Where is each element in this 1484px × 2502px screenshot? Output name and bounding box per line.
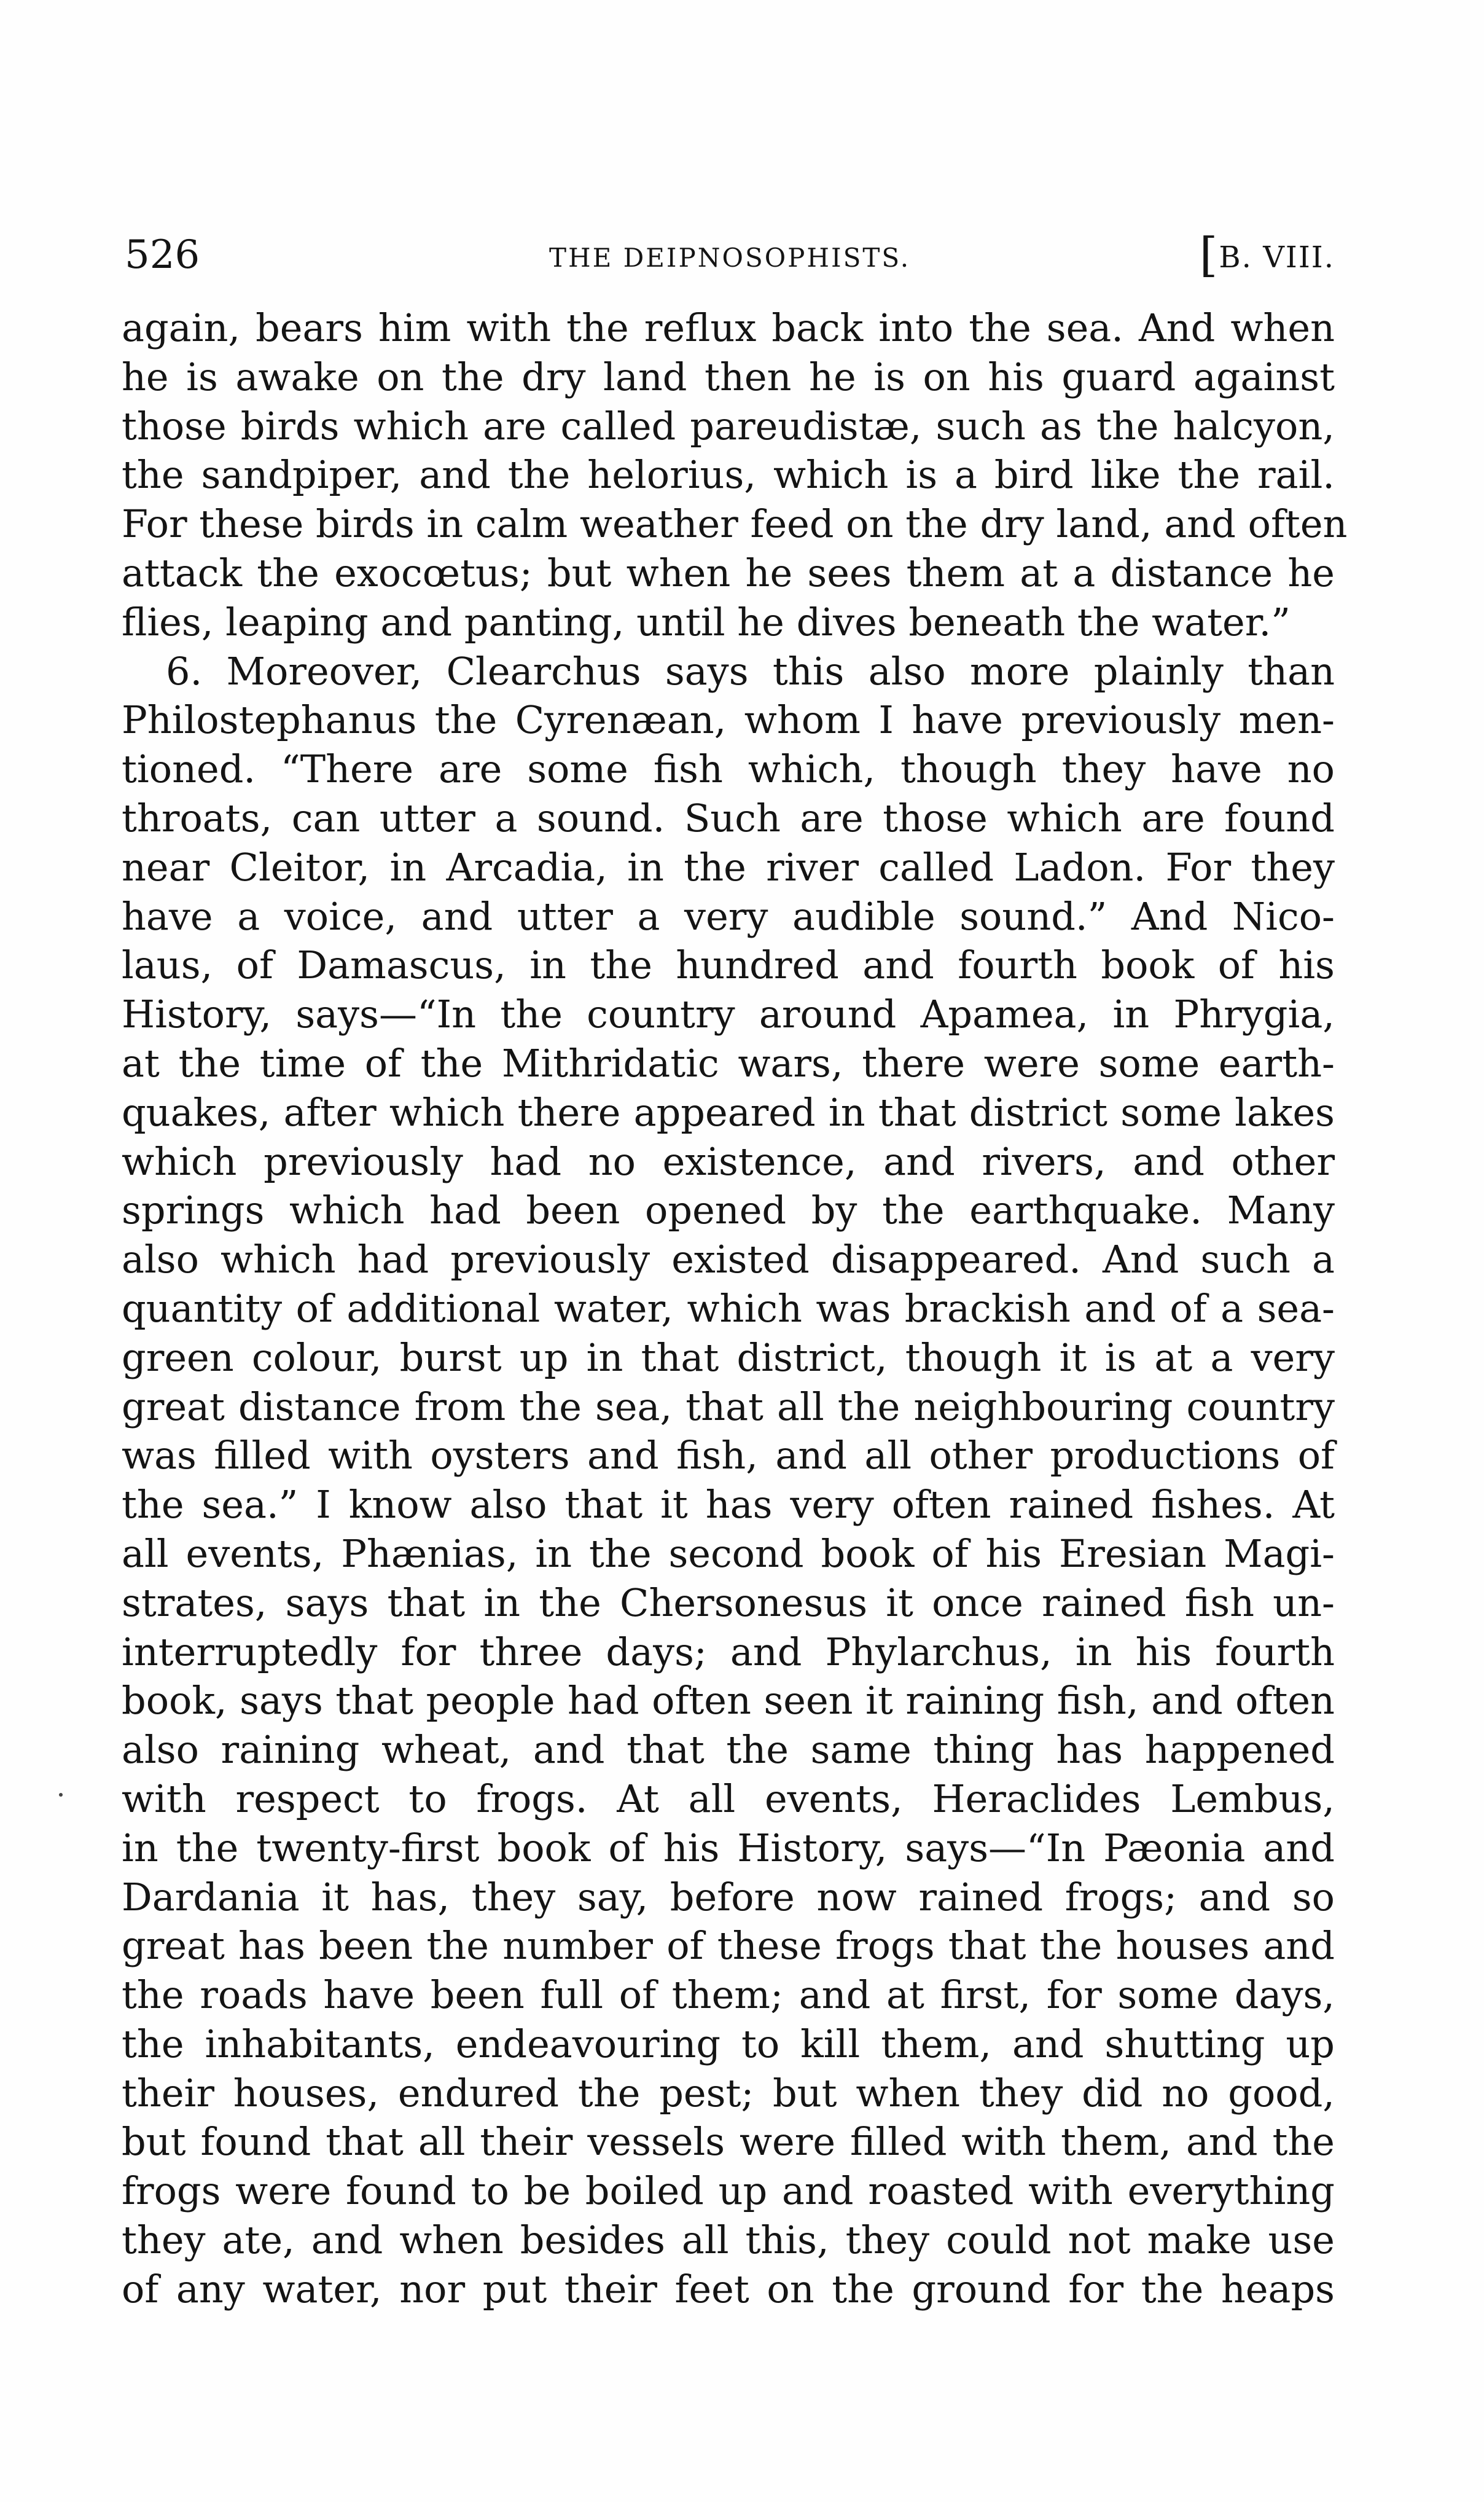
text-line: strates, says that in the Chersonesus it once rained fish un- [122,1580,1335,1625]
text-line: book, says that people had often seen it raining fish, and often [122,1678,1335,1724]
text-line: interruptedly for three days; and Phylarchus, in his fourth [122,1629,1335,1674]
text-line: was filled with oysters and fish, and all other productions of [122,1433,1335,1478]
text-line: with respect to frogs. At all events, Heraclides Lembus, [122,1776,1335,1821]
text-line: those birds which are called pareudistæ, such as the halcyon, [122,403,1335,449]
book-reference [1200,227,1335,285]
text-line: springs which had been opened by the earthquake. Many [122,1188,1335,1233]
margin-speck [59,1793,63,1797]
text-line: again, bears him with the reflux back into the sea. And when [122,305,1335,350]
text-line: the inhabitants, endeavouring to kill them, and shutting up [122,2021,1335,2066]
text-line: frogs were found to be boiled up and roasted with everything [122,2168,1335,2214]
text-line: also which had previously existed disappeared. And such a [122,1237,1335,1282]
text-line: flies, leaping and panting, until he dives beneath the water.” [122,599,1291,645]
text-line: he is awake on the dry land then he is on his guard against [122,354,1335,399]
text-line: tioned. “There are some fish which, though they have no [122,747,1335,792]
text-line: also raining wheat, and that the same thing has happened [122,1727,1335,1773]
text-line: quakes, after which there appeared in that district some lakes [122,1089,1335,1135]
text-line: green colour, burst up in that district, though it is at a very [122,1335,1335,1380]
text-line: they ate, and when besides all this, they could not make use [122,2218,1335,2263]
text-line: great distance from the sea, that all the neighbouring country [122,1384,1335,1429]
page-header [125,227,1335,283]
text-line: throats, can utter a sound. Such are those which are found [122,795,1335,841]
text-line: quantity of additional water, which was brackish and of a sea- [122,1285,1335,1331]
text-line: their houses, endured the pest; but when they did no good, [122,2070,1335,2116]
text-line: For these birds in calm weather feed on the dry land, and often [122,501,1348,547]
text-line: which previously had no existence, and rivers, and other [122,1139,1335,1184]
text-line: in the twenty-first book of his History, says—“In Pæonia and [122,1825,1335,1870]
text-line: great has been the number of these frogs that the houses and [122,1923,1335,1969]
body-text [122,304,1348,2314]
paragraph-start-line: 6. Moreover, Clearchus says this also more plainly than [166,648,1335,694]
bracket: [ [1199,227,1219,282]
text-line: laus, of Damascus, in the hundred and fourth book of his [122,943,1335,988]
text-line: Dardania it has, they say, before now rained frogs; and so [122,1874,1335,1920]
text-line: the sea.” I know also that it has very often rained fishes. At [122,1482,1335,1527]
page-number: 526 [125,232,200,278]
text-line: have a voice, and utter a very audible sound.” And Nico- [122,893,1335,939]
text-line: Philostephanus the Cyrenæan, whom I have previously men- [122,697,1335,743]
text-line: at the time of the Mithridatic wars, there were some earth- [122,1040,1335,1086]
text-line: History, says—“In the country around Apamea, in Phrygia, [122,992,1335,1037]
text-line: the roads have been full of them; and at first, for some days, [122,1972,1335,2018]
running-title: THE DEIPNOSOPHISTS. [549,243,911,273]
text-line: but found that all their vessels were filled with them, and the [122,2119,1335,2165]
text-line: attack the exocœtus; but when he sees them at a distance he [122,550,1335,595]
text-line: of any water, nor put their feet on the ground for the heaps [122,2266,1335,2312]
text-line: all events, Phænias, in the second book of his Eresian Magi- [122,1531,1335,1576]
text-line: the sandpiper, and the helorius, which is a bird like the rail. [122,452,1335,498]
book-reference-label: B. VIII. [1219,240,1335,275]
text-line: near Cleitor, in Arcadia, in the river called Ladon. For they [122,844,1335,890]
